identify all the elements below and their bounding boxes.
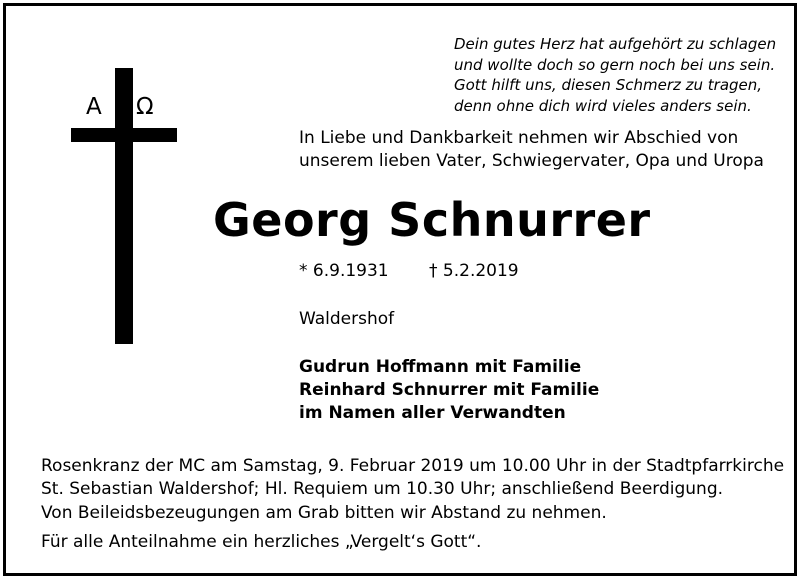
mourner-line: Gudrun Hoffmann mit Familie <box>299 357 582 377</box>
thanks-line: Für alle Anteilnahme ein herzliches „Vergelt‘s Gott“. <box>41 532 482 552</box>
poem-line: Gott hilft uns, diesen Schmerz zu tragen, <box>454 76 763 94</box>
omega-symbol: Ω <box>136 94 154 120</box>
farewell-intro <box>299 127 764 173</box>
condolence-request: Von Beileidsbezeugungen am Grab bitten wir Abstand zu nehmen. <box>41 503 607 523</box>
death-date: † 5.2.2019 <box>429 261 519 281</box>
poem-line: und wollte doch so gern noch bei uns sein. <box>454 55 776 74</box>
hometown: Waldershof <box>299 309 395 329</box>
poem-line: denn ohne dich wird vieles anders sein. <box>454 96 752 115</box>
intro-line: In Liebe und Dankbarkeit nehmen wir Abschied von <box>299 128 739 148</box>
memorial-poem <box>454 34 776 116</box>
alpha-symbol: A <box>86 94 102 120</box>
mourners-list <box>299 356 599 425</box>
cross-horizontal-bar <box>71 128 177 142</box>
service-details <box>41 455 784 501</box>
intro-line: unserem lieben Vater, Schwiegervater, Opa und Uropa <box>299 151 764 171</box>
deceased-name: Georg Schnurrer <box>213 193 651 247</box>
cross-vertical-bar <box>115 68 133 344</box>
mourner-line: Reinhard Schnurrer mit Familie <box>299 380 600 400</box>
mourner-line: im Namen aller Verwandten <box>299 403 566 423</box>
obituary-notice <box>3 3 797 576</box>
birth-date: * 6.9.1931 <box>299 261 389 281</box>
service-line: St. Sebastian Waldershof; Hl. Requiem um 10.30 Uhr; anschließend Beerdigung. <box>41 479 724 499</box>
service-line: Rosenkranz der MC am Samstag, 9. Februar 2019 um 10.00 Uhr in der Stadtpfarrkirche <box>41 456 785 476</box>
poem-line: Dein gutes Herz hat aufgehört zu schlagen <box>454 35 777 53</box>
